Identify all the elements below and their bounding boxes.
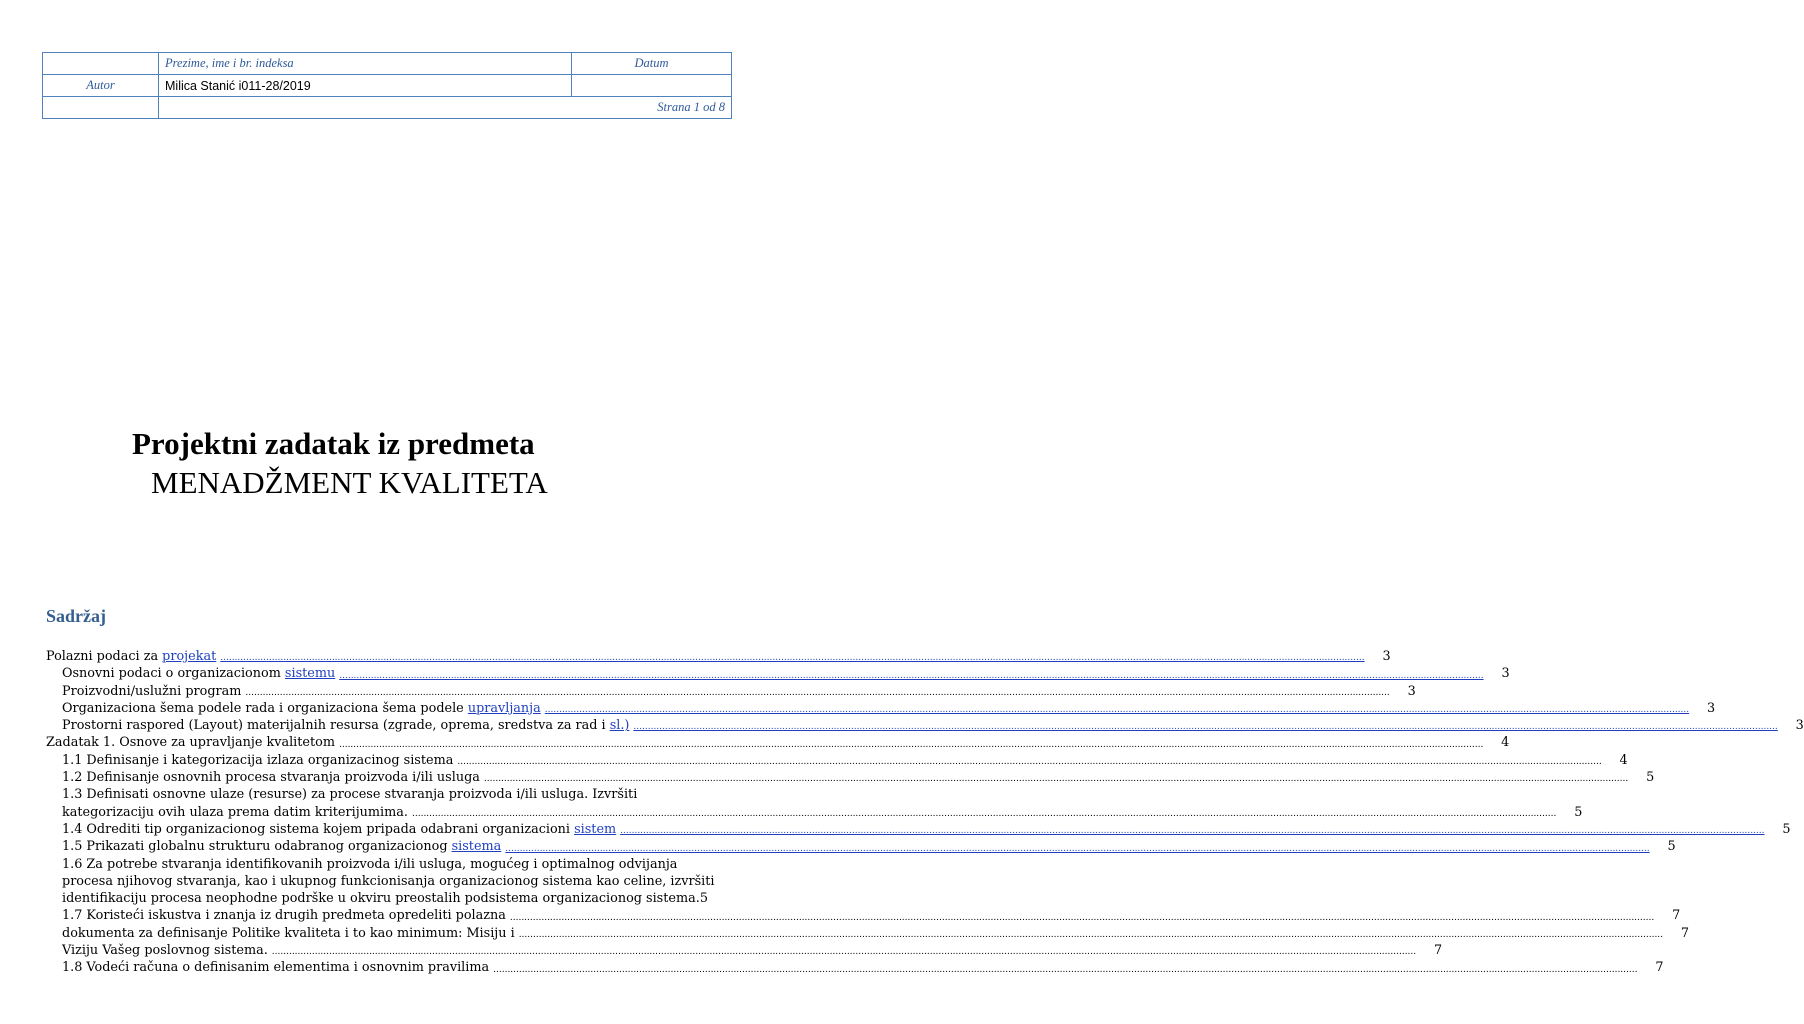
toc-entry[interactable] — [46, 925, 1690, 942]
toc-entry[interactable] — [46, 890, 722, 907]
toc-entry-line: 1.6 Za potrebe stvaranja identifikovanih proizvoda i/ili usluga, mogućeg i optimalnog odvijanja — [62, 856, 678, 872]
toc-entry-line: 1.3 Definisati osnovne ulaze (resurse) za procese stvaranja proizvoda i/ili usluga. Izvršiti — [62, 787, 638, 803]
toc-leader-dots: ................................................................................................................................................................................................................................................................................................................................................................................................................ — [493, 964, 1638, 975]
toc-link[interactable]: sl.) — [609, 718, 630, 734]
toc-page-number: 7 — [1655, 960, 1664, 976]
toc-leader-dots: ................................................................................................................................................................................................................................................................................................................................................................................................................ — [339, 670, 1484, 681]
toc-leader-dots: ................................................................................................................................................................................................................................................................................................................................................................................................................ — [271, 947, 1417, 958]
toc-entry-text: identifikaciju procesa neophodne podrške u okviru preostalih podsistema organizacionog sistema. — [62, 891, 700, 907]
toc-entry-text: Zadatak 1. Osnove za upravljanje kvalitetom — [46, 735, 335, 751]
toc-page-number: 5 — [1667, 839, 1676, 855]
document-title: Projektni zadatak iz predmeta — [132, 426, 535, 461]
toc-entry[interactable] — [46, 648, 1391, 665]
toc-entry-text: Organizaciona šema podele rada i organizaciona šema podele upravljanja — [62, 700, 541, 716]
toc-entry-text: 1.8 Vodeći računa o definisanim elementima i osnovnim pravilima — [62, 960, 490, 976]
toc-leader-dots: ................................................................................................................................................................................................................................................................................................................................................................................................................ — [457, 757, 1602, 768]
toc-entry[interactable] — [46, 821, 1791, 838]
toc-entry-text: Prostorni raspored (Layout) materijalnih resursa (zgrade, oprema, sredstva za rad i sl.) — [62, 718, 630, 734]
date-value — [572, 75, 732, 97]
name-index-label: Prezime, ime i br. indeksa — [159, 53, 572, 75]
toc-entry-text: kategorizaciju ovih ulaza prema datim kriterijumima. — [62, 804, 408, 820]
toc-entry-text: 1.1 Definisanje i kategorizacija izlaza organizacinog sistema — [62, 752, 454, 768]
document-subtitle: MENADŽMENT KVALITETA — [151, 465, 548, 500]
toc-page-number: 3 — [1407, 683, 1416, 699]
toc-entry[interactable] — [46, 838, 1676, 855]
toc-leader-dots: ................................................................................................................................................................................................................................................................................................................................................................................................................ — [245, 687, 1390, 698]
toc-page-number: 5 — [1574, 804, 1583, 820]
toc-link[interactable]: upravljanja — [467, 700, 541, 716]
toc-entry[interactable] — [46, 959, 1664, 976]
toc-page-number: 5 — [1646, 770, 1655, 786]
date-label: Datum — [572, 53, 732, 75]
toc-entry-text: 1.2 Definisanje osnovnih procesa stvaranja proizvoda i/ili usluga — [62, 770, 480, 786]
toc-entry[interactable] — [46, 717, 1804, 734]
table-of-contents — [46, 648, 1804, 977]
toc-entry[interactable] — [46, 665, 1510, 682]
toc-page-number: 3 — [1795, 718, 1804, 734]
toc-page-number: 3 — [1501, 666, 1510, 682]
toc-entry[interactable] — [46, 683, 1416, 700]
header-empty-cell — [43, 53, 159, 75]
toc-leader-dots: ................................................................................................................................................................................................................................................................................................................................................................................................................ — [412, 808, 1557, 819]
toc-link[interactable]: sistem — [574, 821, 617, 837]
toc-entry[interactable] — [46, 907, 1681, 924]
toc-leader-dots: ................................................................................................................................................................................................................................................................................................................................................................................................................ — [338, 739, 1484, 750]
toc-entry-text: Polazni podaci za projekat — [46, 649, 217, 664]
toc-page-number: 3 — [1382, 649, 1391, 664]
toc-leader-dots: ................................................................................................................................................................................................................................................................................................................................................................................................................ — [220, 653, 1365, 664]
toc-entry[interactable] — [46, 734, 1510, 751]
header-empty-cell — [43, 97, 159, 119]
toc-entry-text: 1.4 Odrediti tip organizacionog sistema kojem pripada odabrani organizacioni sistem — [62, 821, 617, 837]
toc-leader-dots: ................................................................................................................................................................................................................................................................................................................................................................................................................ — [509, 912, 1655, 923]
toc-leader-dots: ................................................................................................................................................................................................................................................................................................................................................................................................................ — [620, 826, 1765, 837]
toc-entry[interactable] — [46, 700, 1716, 717]
author-value: Milica Stanić i011-28/2019 — [159, 75, 572, 97]
toc-leader-dots: ................................................................................................................................................................................................................................................................................................................................................................................................................ — [633, 722, 1778, 733]
toc-entry-text: 1.7 Koristeći iskustva i znanja iz drugih predmeta opredeliti polazna — [62, 908, 506, 924]
toc-entry[interactable] — [46, 804, 1583, 821]
toc-entry-text: Proizvodni/uslužni program — [62, 683, 242, 699]
toc-page-number: 7 — [1672, 908, 1681, 924]
page-counter: Strana 1 od 8 — [159, 97, 732, 119]
toc-leader-dots: ................................................................................................................................................................................................................................................................................................................................................................................................................ — [544, 705, 1690, 716]
toc-page-number: 4 — [1619, 752, 1628, 768]
toc-link[interactable]: projekat — [162, 649, 217, 664]
toc-heading: Sadržaj — [46, 606, 106, 626]
toc-entry-text: Viziju Vašeg poslovnog sistema. — [62, 943, 268, 959]
toc-leader-dots: ................................................................................................................................................................................................................................................................................................................................................................................................................ — [518, 930, 1664, 941]
toc-entry[interactable] — [46, 769, 1655, 786]
toc-leader-dots: ................................................................................................................................................................................................................................................................................................................................................................................................................ — [483, 774, 1629, 785]
toc-entry-text: Osnovni podaci o organizacionom sistemu — [62, 666, 336, 682]
toc-page-number: 5 — [1782, 821, 1791, 837]
toc-entry-text: 1.5 Prikazati globalnu strukturu odabranog organizacionog sistema — [62, 839, 502, 855]
toc-entry[interactable] — [46, 752, 1628, 769]
toc-link[interactable]: sistemu — [284, 666, 336, 682]
toc-page-number: 5 — [699, 891, 708, 907]
toc-leader-dots: ................................................................................................................................................................................................................................................................................................................................................................................................................ — [505, 843, 1650, 854]
toc-page-number: 7 — [1433, 943, 1443, 959]
toc-entry-text: dokumenta za definisanje Politike kvaliteta i to kao minimum: Misiju i — [62, 925, 515, 941]
author-label: Autor — [43, 75, 159, 97]
toc-page-number: 7 — [1680, 925, 1690, 941]
toc-link[interactable]: sistema — [451, 839, 502, 855]
toc-entry[interactable] — [46, 942, 1443, 959]
document-header-table — [42, 52, 732, 119]
toc-page-number: 3 — [1706, 700, 1716, 716]
toc-page-number: 4 — [1501, 735, 1510, 751]
toc-entry-line: procesa njihovog stvaranja, kao i ukupnog funkcionisanja organizacionog sistema kao celine, izvršiti — [62, 873, 715, 889]
